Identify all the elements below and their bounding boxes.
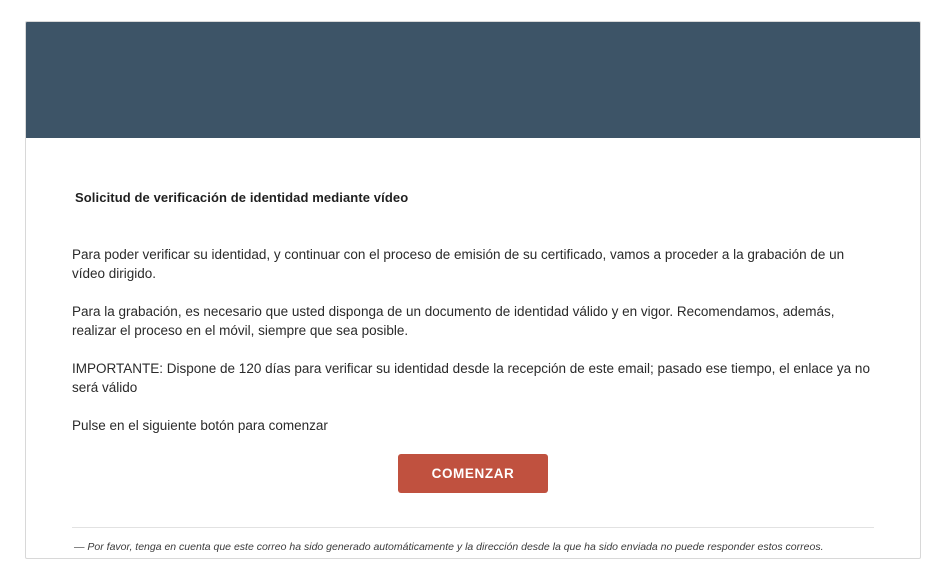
paragraph-important: IMPORTANTE: Dispone de 120 días para verificar su identidad desde la recepción de este email; pasado ese tiempo, el enlace ya no será válido [72, 361, 870, 395]
email-header-banner [26, 22, 920, 138]
footer-divider [72, 527, 874, 528]
paragraph-intro: Para poder verificar su identidad, y continuar con el proceso de emisión de su certificado, vamos a proceder a la grabación de un vídeo dirigido. [72, 247, 845, 281]
page-title: Solicitud de verificación de identidad mediante vídeo [75, 190, 409, 205]
email-card [25, 21, 921, 559]
body-paragraphs [72, 245, 874, 435]
footer-disclaimer: — Por favor, tenga en cuenta que este correo ha sido generado automáticamente y la dirección desde la que ha sido enviada no puede responder estos correos. [74, 541, 824, 553]
cta-container [72, 454, 874, 493]
start-button[interactable]: COMENZAR [398, 454, 549, 493]
paragraph-requirements: Para la grabación, es necesario que usted disponga de un documento de identidad válido y en vigor. Recomendamos, además, realizar el proceso en el móvil, siempre que sea posible. [72, 304, 835, 338]
email-body [26, 190, 920, 555]
paragraph-instruction: Pulse en el siguiente botón para comenzar [72, 418, 328, 433]
